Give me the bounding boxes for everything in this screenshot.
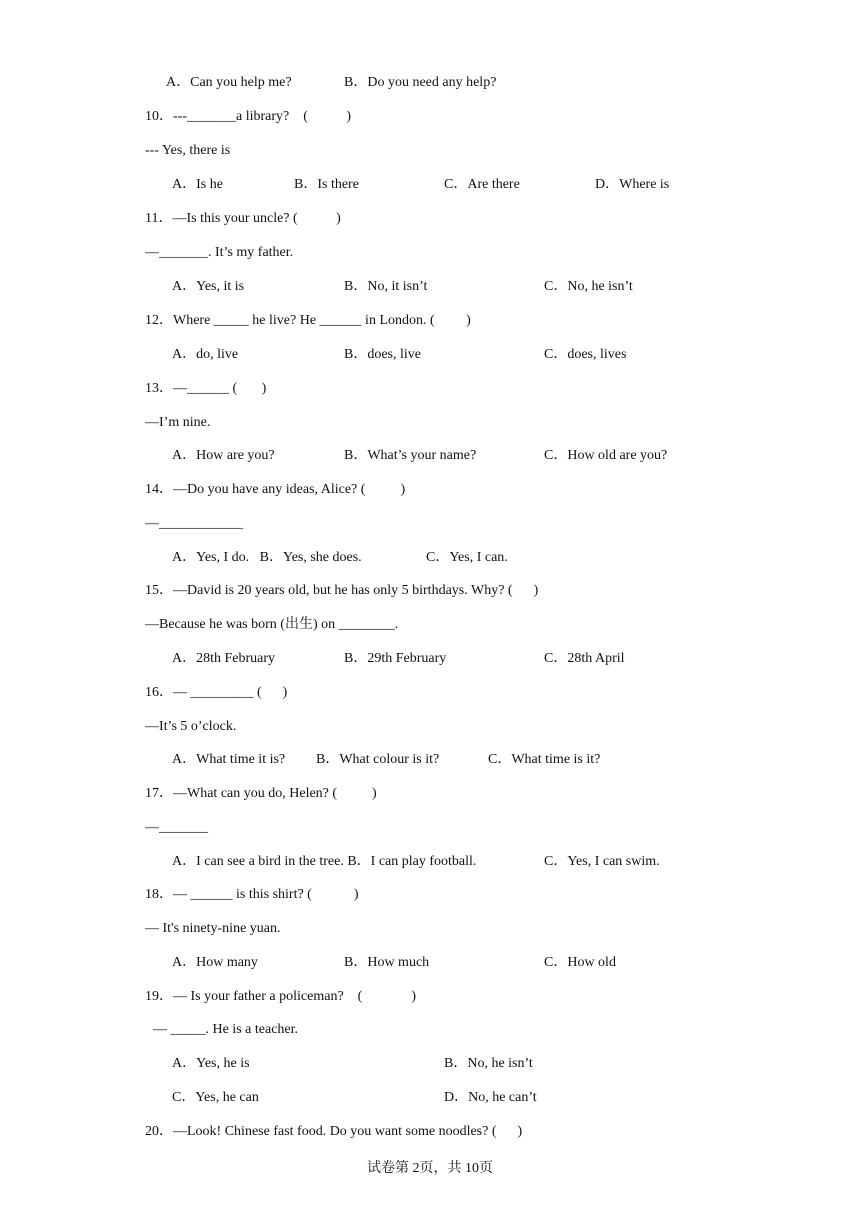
q10-dialog: --- Yes, there is: [145, 143, 231, 158]
q10-option-c: C．Are there: [444, 177, 520, 192]
q14-options-ab: A．Yes, I do. B．Yes, she does.: [172, 550, 362, 565]
q17-option-c: C．Yes, I can swim.: [544, 854, 660, 869]
q11-option-c: C．No, he isn’t: [544, 279, 633, 294]
q17-dialog: —_______: [145, 820, 208, 835]
q17-stem: 17．—What can you do, Helen? ( ): [145, 786, 377, 801]
q12-option-b: B．does, live: [344, 347, 421, 362]
q20-stem: 20．—Look! Chinese fast food. Do you want some noodles? ( ): [145, 1124, 523, 1139]
q13-dialog: —I’m nine.: [145, 415, 211, 430]
q18-option-a: A．How many: [172, 955, 258, 970]
q9-option-a: A．Can you help me?: [166, 75, 292, 90]
q16-stem: 16．— _________ ( ): [145, 685, 288, 700]
q11-stem: 11．—Is this your uncle? ( ): [145, 211, 341, 226]
q19-option-c: C．Yes, he can: [172, 1090, 259, 1105]
q15-option-b: B．29th February: [344, 651, 447, 666]
q13-stem: 13．—______ ( ): [145, 381, 267, 396]
q12-option-c: C．does, lives: [544, 347, 627, 362]
q10-option-d: D．Where is: [595, 177, 670, 192]
q16-option-a: A．What time it is?: [172, 752, 286, 767]
q16-dialog: —It’s 5 o’clock.: [145, 719, 237, 734]
q18-option-b: B．How much: [344, 955, 430, 970]
q17-options-ab: A．I can see a bird in the tree. B．I can play football.: [172, 854, 477, 869]
q19-option-a: A．Yes, he is: [172, 1056, 250, 1071]
page-footer: 试卷第 2页，共 10页: [367, 1161, 493, 1176]
q10-option-b: B．Is there: [294, 177, 359, 192]
q19-stem: 19．— Is your father a policeman? ( ): [145, 989, 416, 1004]
q15-option-c: C．28th April: [544, 651, 625, 666]
q15-stem: 15．—David is 20 years old, but he has only 5 birthdays. Why? ( ): [145, 583, 539, 598]
q19-option-b: B．No, he isn’t: [444, 1056, 533, 1071]
q10-stem: 10．---_______a library? ( ): [145, 109, 352, 124]
q16-option-c: C．What time is it?: [488, 752, 601, 767]
q19-option-d: D．No, he can’t: [444, 1090, 537, 1105]
q12-stem: 12．Where _____ he live? He ______ in London. ( ): [145, 313, 471, 328]
q11-dialog: —_______. It’s my father.: [145, 245, 294, 260]
q15-dialog: —Because he was born (出生) on ________.: [145, 617, 399, 632]
q9-option-b: B．Do you need any help?: [344, 75, 497, 90]
q12-option-a: A．do, live: [172, 347, 239, 362]
q10-option-a: A．Is he: [172, 177, 223, 192]
q19-dialog: — _____. He is a teacher.: [153, 1022, 299, 1037]
q11-option-a: A．Yes, it is: [172, 279, 245, 294]
q18-stem: 18．— ______ is this shirt? ( ): [145, 887, 359, 902]
q13-option-b: B．What’s your name?: [344, 448, 477, 463]
q14-stem: 14．—Do you have any ideas, Alice? ( ): [145, 482, 406, 497]
q16-option-b: B．What colour is it?: [316, 752, 440, 767]
q11-option-b: B．No, it isn’t: [344, 279, 428, 294]
q13-option-c: C．How old are you?: [544, 448, 668, 463]
q14-option-c: C．Yes, I can.: [426, 550, 508, 565]
q13-option-a: A．How are you?: [172, 448, 275, 463]
q14-dialog: —____________: [145, 516, 243, 531]
q18-option-c: C．How old: [544, 955, 616, 970]
q18-dialog: — It's ninety-nine yuan.: [145, 921, 281, 936]
q15-option-a: A．28th February: [172, 651, 276, 666]
